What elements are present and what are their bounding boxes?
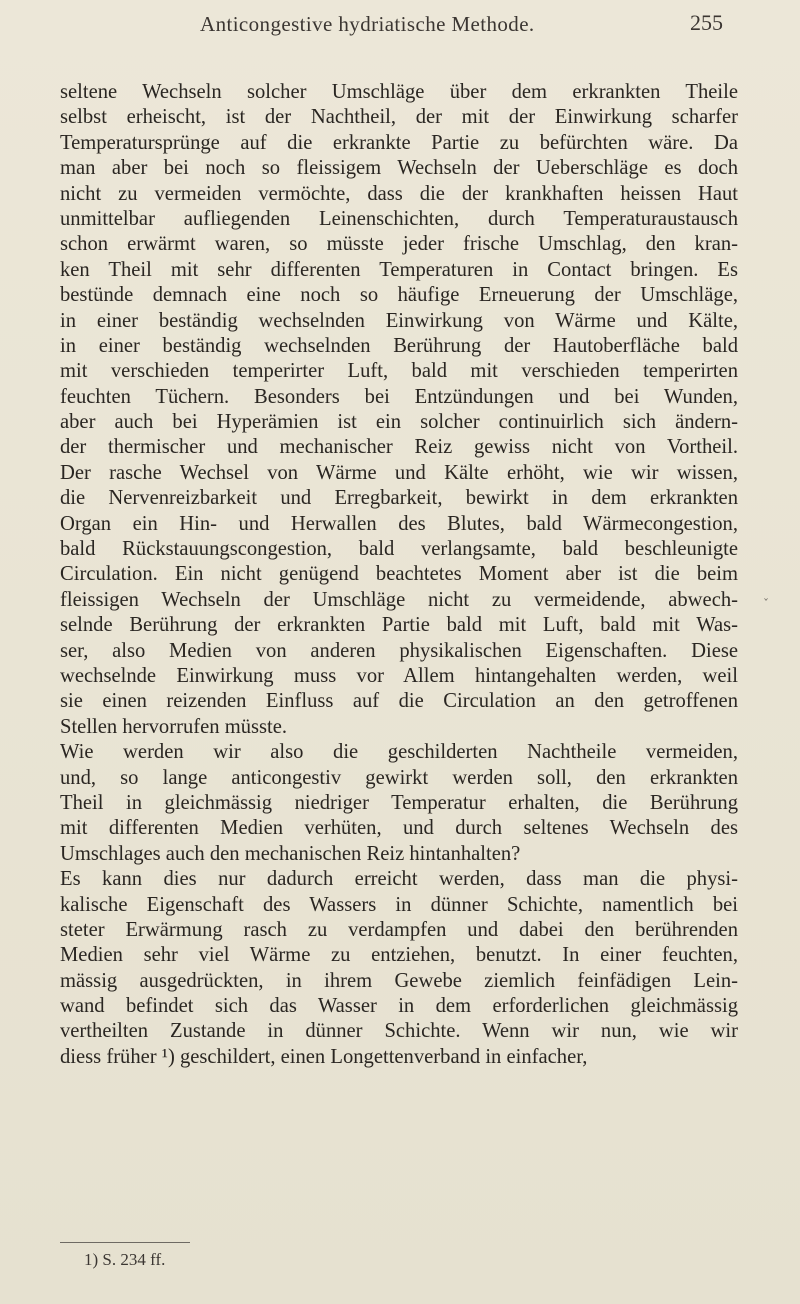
text-line: Temperatursprünge auf die erkrankte Partie zu befürchten wäre. Da: [60, 131, 738, 154]
text-line: unmittelbar aufliegenden Leinenschichten, durch Temperaturaustausch: [60, 207, 738, 230]
text-line: selbst erheischt, ist der Nachtheil, der mit der Einwirkung scharfer: [60, 106, 738, 129]
text-line: Stellen hervorrufen müsste.: [60, 715, 288, 738]
text-line: der thermischer und mechanischer Reiz gewiss nicht von Vortheil.: [60, 436, 738, 459]
text-line: diess früher ¹) geschildert, einen Longettenverband in einfacher,: [60, 1045, 588, 1068]
text-line: mässig ausgedrückten, in ihrem Gewebe ziemlich feinfädigen Lein-: [60, 969, 738, 992]
text-line: wand befindet sich das Wasser in dem erforderlichen gleichmässig: [60, 995, 738, 1018]
text-line: feuchten Tüchern. Besonders bei Entzündungen und bei Wunden,: [60, 385, 738, 408]
text-line: steter Erwärmung rasch zu verdampfen und dabei den berührenden: [60, 918, 738, 941]
text-line: mit verschieden temperirter Luft, bald mit verschieden temperirten: [60, 360, 738, 383]
text-line: die Nervenreizbarkeit und Erregbarkeit, bewirkt in dem erkrankten: [60, 487, 738, 510]
text-line: aber auch bei Hyperämien ist ein solcher continuirlich sich ändern-: [60, 411, 738, 434]
text-line: Der rasche Wechsel von Wärme und Kälte erhöht, wie wir wissen,: [60, 461, 738, 484]
text-line: in einer beständig wechselnden Einwirkung von Wärme und Kälte,: [60, 309, 738, 332]
text-line: Theil in gleichmässig niedriger Temperatur erhalten, die Berührung: [60, 791, 738, 814]
text-line: schon erwärmt waren, so müsste jeder frische Umschlag, den kran-: [60, 233, 738, 256]
text-line: fleissigen Wechseln der Umschläge nicht zu vermeidende, abwech-: [60, 588, 738, 611]
text-line: in einer beständig wechselnden Berührung der Hautoberfläche bald: [60, 334, 738, 357]
text-line: Es kann dies nur dadurch erreicht werden, dass man die physi-: [60, 868, 738, 891]
text-line: selnde Berührung der erkrankten Partie bald mit Luft, bald mit Was-: [60, 614, 738, 637]
text-line: mit differenten Medien verhüten, und durch seltenes Wechseln des: [60, 817, 738, 840]
text-line: seltene Wechseln solcher Umschläge über dem erkrankten Theile: [60, 81, 738, 103]
text-line: bestünde demnach eine noch so häufige Erneuerung der Umschläge,: [60, 284, 738, 307]
text-line: sie einen reizenden Einfluss auf die Circulation an den getroffenen: [60, 690, 738, 713]
page-number: 255: [690, 10, 723, 35]
text-line: Umschlages auch den mechanischen Reiz hintanhalten?: [60, 842, 521, 865]
text-line: Circulation. Ein nicht genügend beachtetes Moment aber ist die beim: [60, 563, 738, 586]
text-line: ken Theil mit sehr differenten Temperaturen in Contact bringen. Es: [60, 258, 738, 281]
body-text: [60, 80, 738, 1070]
text-line: bald Rückstauungscongestion, bald verlangsamte, bald beschleunigte: [60, 538, 738, 561]
margin-mark: ˇ: [763, 597, 769, 611]
text-line: kalische Eigenschaft des Wassers in dünner Schichte, namentlich bei: [60, 893, 738, 916]
text-line: Wie werden wir also die geschilderten Nachtheile vermeiden,: [60, 741, 738, 764]
text-line: man aber bei noch so fleissigem Wechseln der Ueberschläge es doch: [60, 157, 738, 180]
text-line: Organ ein Hin- und Herwallen des Blutes, bald Wärmecongestion,: [60, 512, 738, 535]
text-line: nicht zu vermeiden vermöchte, dass die der krankhaften heissen Haut: [60, 182, 738, 205]
text-line: ser, also Medien von anderen physikalischen Eigenschaften. Diese: [60, 639, 738, 662]
footnote-rule: [60, 1242, 190, 1243]
running-title: Anticongestive hydriatische Methode.: [200, 12, 535, 36]
page-header: [0, 4, 800, 44]
footnote: 1) S. 234 ff.: [84, 1250, 166, 1269]
text-line: vertheilten Zustande in dünner Schichte. Wenn wir nun, wie wir: [60, 1020, 738, 1043]
text-line: und, so lange anticongestiv gewirkt werden soll, den erkrankten: [60, 766, 738, 789]
text-line: Medien sehr viel Wärme zu entziehen, benutzt. In einer feuchten,: [60, 944, 738, 967]
text-line: wechselnde Einwirkung muss vor Allem hintangehalten werden, weil: [60, 664, 738, 687]
